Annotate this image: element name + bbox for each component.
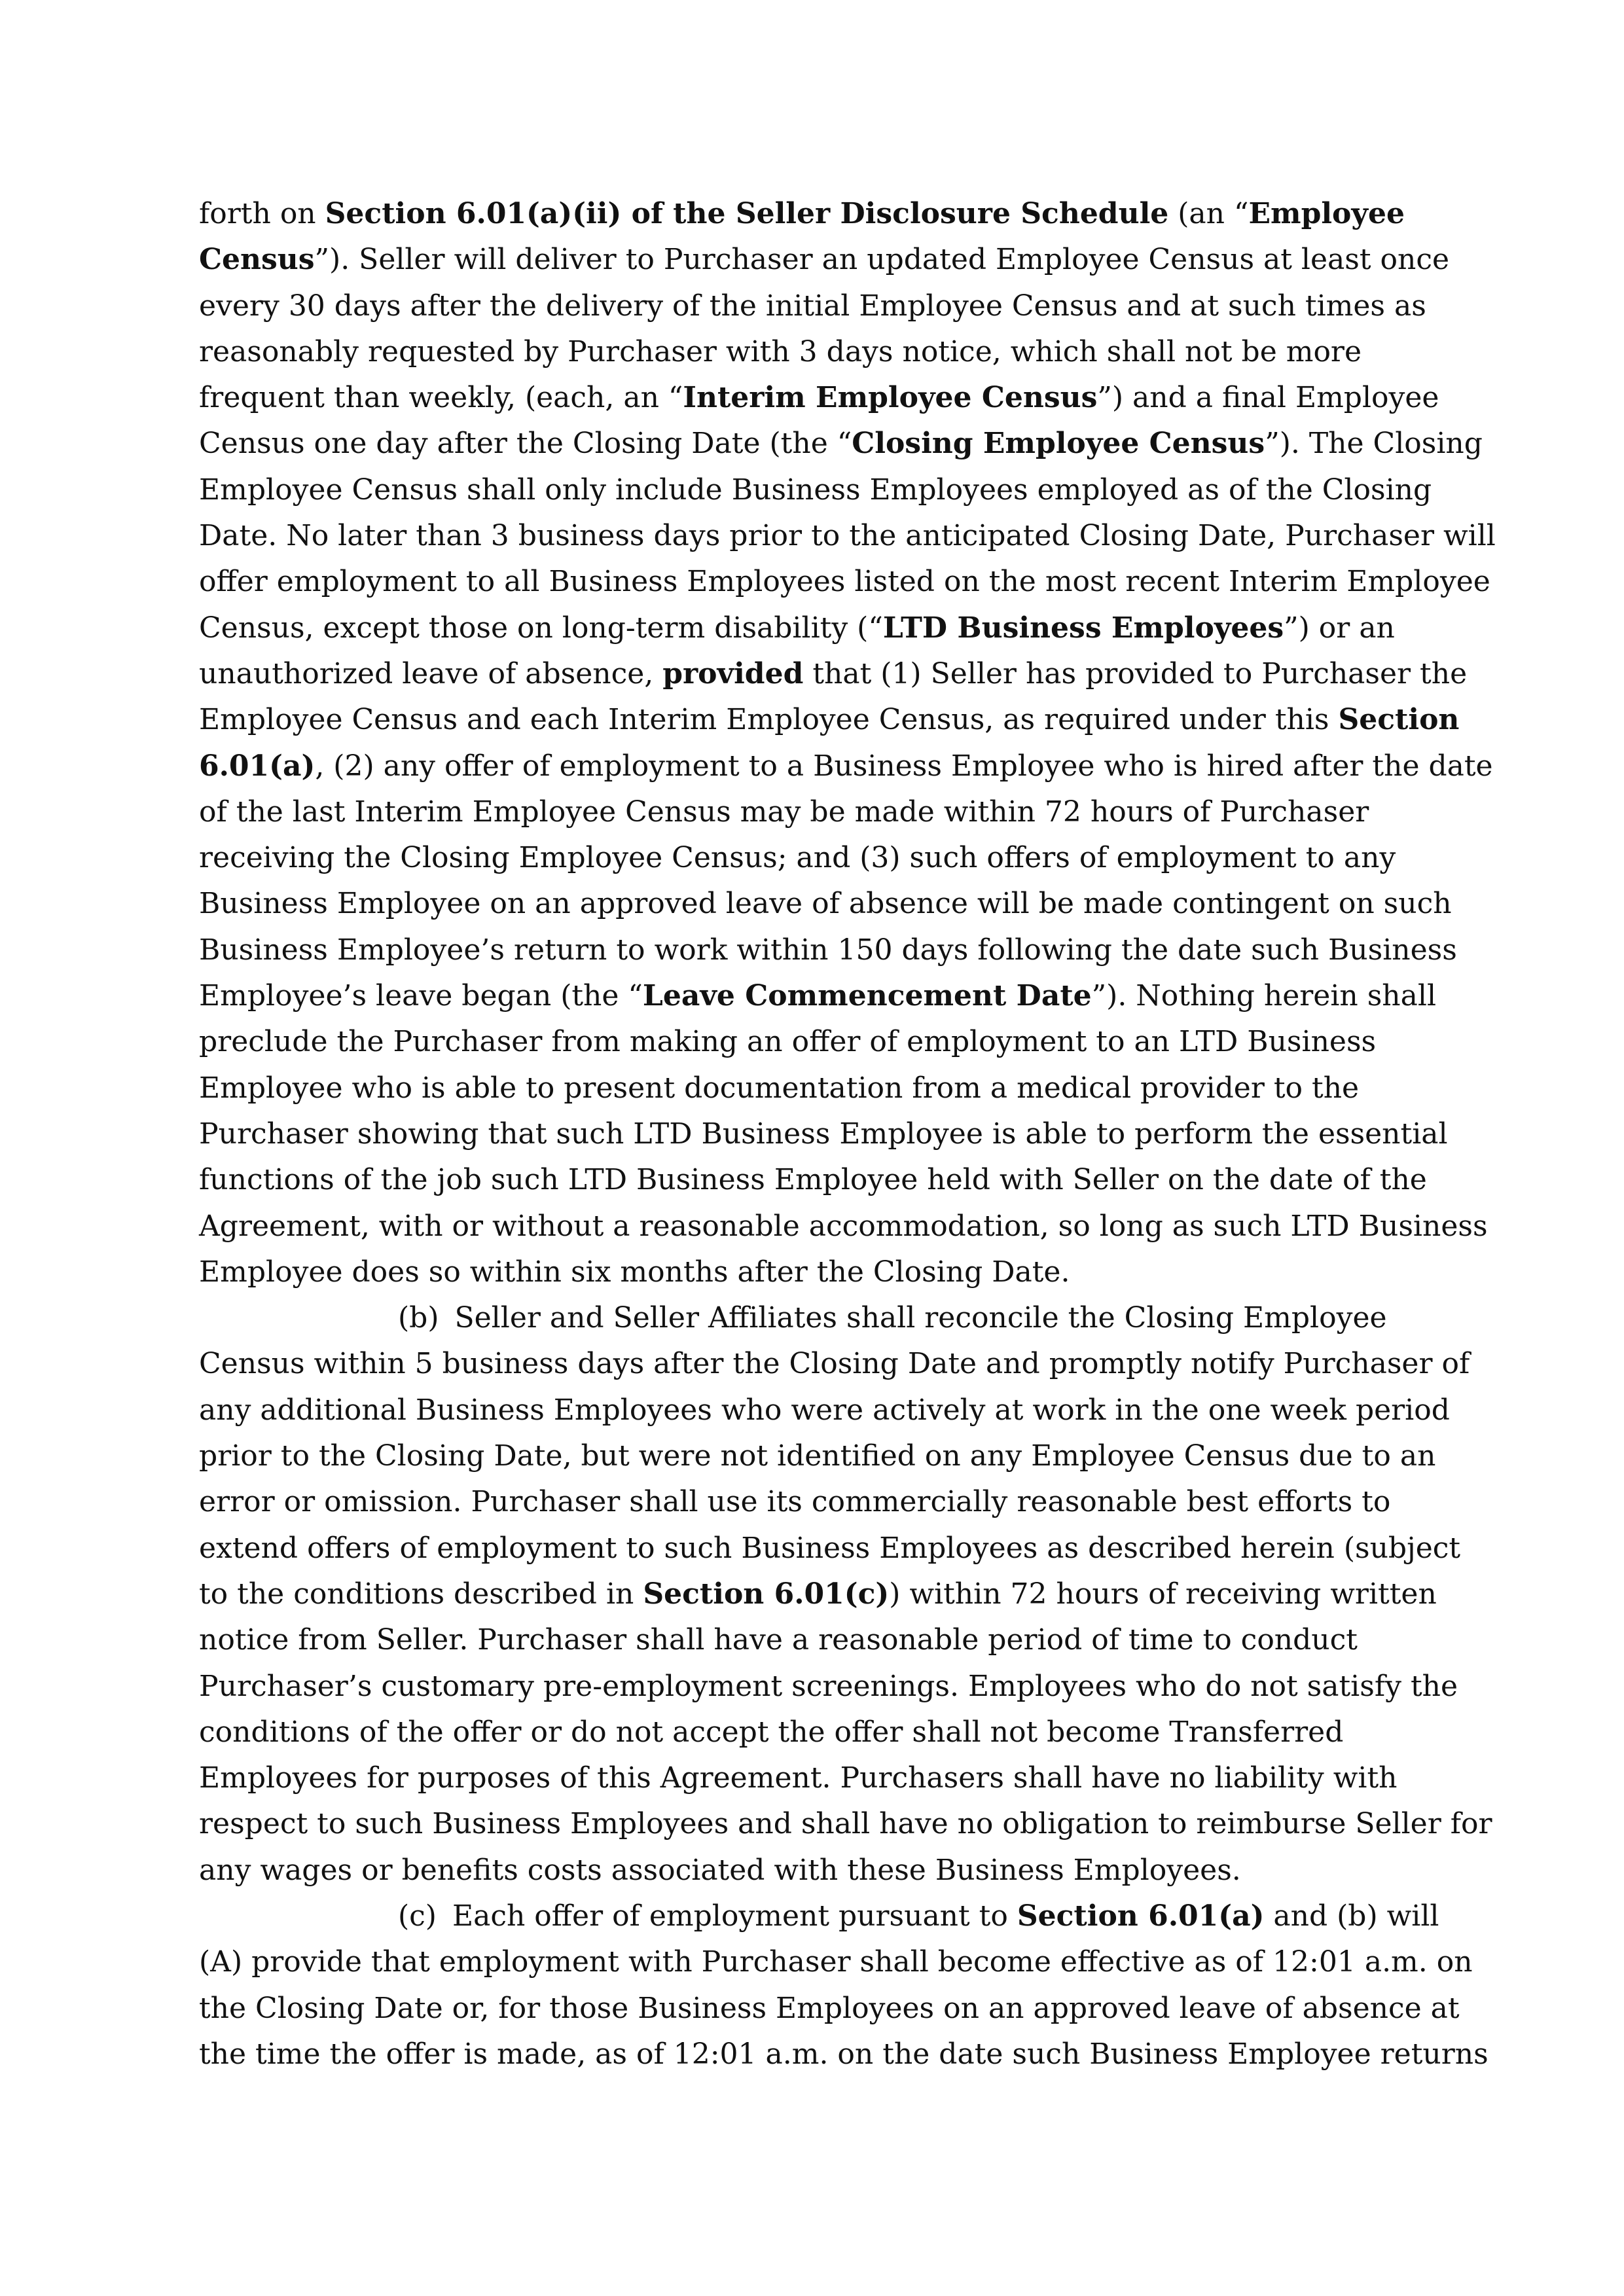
- text-run: offer employment to all Business Employees listed on the most recent Interim Employee: [199, 565, 1490, 599]
- text-line: [199, 191, 1444, 237]
- text-run: conditions of the offer or do not accept the offer shall not become Transferred: [199, 1715, 1344, 1749]
- bold-term: Interim Employee Census: [683, 381, 1098, 415]
- bold-term: Closing Employee Census: [852, 427, 1265, 461]
- text-line: [199, 1019, 1444, 1065]
- text-run: Employee’s leave began (the “: [199, 979, 643, 1013]
- text-run: preclude the Purchaser from making an offer of employment to an LTD Business: [199, 1025, 1377, 1059]
- text-line: [199, 237, 1450, 283]
- paragraph-label: (b): [398, 1301, 439, 1335]
- text-run: any wages or benefits costs associated with these Business Employees.: [199, 1853, 1241, 1887]
- text-line: [199, 467, 1444, 513]
- text-run: ”) or an: [1284, 611, 1395, 645]
- text-run: respect to such Business Employees and shall have no obligation to reimburse Seller for: [199, 1807, 1492, 1841]
- text-line: [199, 697, 1460, 743]
- text-line: [199, 1664, 1458, 1710]
- text-line: [199, 605, 1444, 651]
- bold-term: provided: [662, 656, 804, 691]
- text-run: of the last Interim Employee Census may be made within 72 hours of Purchaser: [199, 795, 1369, 829]
- text-line: [199, 559, 1490, 605]
- text-line: [199, 1249, 1444, 1295]
- text-run: functions of the job such LTD Business Employee held with Seller on the date of the: [199, 1163, 1427, 1197]
- text-run: ”). Seller will deliver to Purchaser an updated Employee Census at least once: [314, 243, 1450, 277]
- text-run: error or omission. Purchaser shall use its commercially reasonable best efforts to: [199, 1485, 1391, 1519]
- text-run: Seller and Seller Affiliates shall reconcile the Closing Employee: [454, 1301, 1387, 1335]
- text-line: [199, 744, 1493, 789]
- text-run: reasonably requested by Purchaser with 3 days notice, which shall not be more: [199, 334, 1362, 368]
- text-line: [199, 1571, 1444, 1617]
- text-line: [199, 283, 1444, 329]
- text-line: [199, 1295, 1444, 1341]
- text-run: frequent than weekly, (each, an “: [199, 381, 683, 415]
- bold-term: LTD Business Employees: [882, 611, 1284, 645]
- text-line: [199, 1755, 1444, 1801]
- text-line: [199, 1111, 1448, 1157]
- bold-term: Section 6.01(a)(ii) of the Seller Disclosure Schedule: [325, 197, 1169, 230]
- text-line: [199, 1893, 1444, 1939]
- text-run: and (b) will: [1264, 1899, 1439, 1933]
- text-line: [199, 973, 1444, 1019]
- text-line: [199, 927, 1457, 973]
- text-run: ”). Nothing herein shall: [1091, 979, 1437, 1013]
- bold-term: Leave Commencement Date: [642, 979, 1092, 1013]
- text-line: [199, 329, 1444, 375]
- paragraph-label: (c): [398, 1899, 437, 1933]
- text-run: receiving the Closing Employee Census; and (3) such offers of employment to any: [199, 841, 1396, 875]
- text-run: any additional Business Employees who were actively at work in the one week period: [199, 1393, 1450, 1427]
- text-run: Date. No later than 3 business days prior to the anticipated Closing Date, Purchaser will: [199, 519, 1496, 553]
- text-run: unauthorized leave of absence,: [199, 656, 663, 691]
- text-run: (A) provide that employment with Purchaser shall become effective as of 12:01 a.m. on: [199, 1945, 1473, 1979]
- text-run: forth on: [199, 197, 325, 230]
- paragraph-c: [199, 1893, 1489, 2077]
- text-run: Employee does so within six months after the Closing Date.: [199, 1255, 1070, 1289]
- text-line: [199, 1388, 1450, 1433]
- text-line: [199, 1341, 1470, 1387]
- text-run: ”) and a final Employee: [1097, 381, 1439, 415]
- text-line: [199, 1801, 1492, 1847]
- text-line: [199, 513, 1496, 559]
- text-run: Employee Census and each Interim Employee Census, as required under this: [199, 703, 1339, 737]
- text-line: [199, 1066, 1444, 1111]
- text-run: Agreement, with or without a reasonable accommodation, so long as such LTD Business: [199, 1209, 1488, 1243]
- text-run: , (2) any offer of employment to a Business Employee who is hired after the date: [315, 749, 1493, 783]
- text-line: [199, 789, 1444, 835]
- text-run: Each offer of employment pursuant to: [452, 1899, 1017, 1933]
- text-line: [199, 1848, 1444, 1893]
- text-line: [199, 1157, 1444, 1203]
- text-line: [199, 1986, 1460, 2032]
- paragraph-a: [199, 191, 1496, 1295]
- text-run: the time the offer is made, as of 12:01 a.m. on the date such Business Employee returns: [199, 2037, 1489, 2071]
- text-run: extend offers of employment to such Business Employees as described herein (subject: [199, 1531, 1461, 1565]
- bold-term: 6.01(a): [199, 749, 316, 783]
- text-run: prior to the Closing Date, but were not identified on any Employee Census due to an: [199, 1439, 1436, 1473]
- text-line: [199, 2032, 1489, 2077]
- text-run: ) within 72 hours of receiving written: [889, 1577, 1437, 1611]
- text-run: Business Employee’s return to work within 150 days following the date such Business: [199, 933, 1457, 967]
- text-run: Employees for purposes of this Agreement. Purchasers shall have no liability with: [199, 1761, 1398, 1795]
- text-run: Employee who is able to present documentation from a medical provider to the: [199, 1071, 1360, 1105]
- text-line: [199, 1479, 1444, 1525]
- text-run: to the conditions described in: [199, 1577, 643, 1611]
- text-line: [199, 1433, 1444, 1479]
- text-line: [199, 1617, 1444, 1663]
- paragraph-b: [199, 1295, 1492, 1893]
- bold-term: Section: [1338, 703, 1460, 737]
- text-run: Purchaser’s customary pre-employment screenings. Employees who do not satisfy the: [199, 1669, 1458, 1703]
- text-run: Employee Census shall only include Business Employees employed as of the Closing: [199, 473, 1432, 507]
- bold-term: Section 6.01(c): [643, 1577, 890, 1611]
- text-run: every 30 days after the delivery of the initial Employee Census and at such times as: [199, 289, 1426, 323]
- text-run: that (1) Seller has provided to Purchaser the: [803, 656, 1468, 691]
- text-run: Purchaser showing that such LTD Business Employee is able to perform the essential: [199, 1117, 1448, 1151]
- bold-term: Section 6.01(a): [1017, 1899, 1265, 1933]
- text-line: [199, 651, 1468, 697]
- text-line: [199, 881, 1452, 927]
- text-line: [199, 375, 1444, 421]
- document-body: [199, 191, 1496, 2077]
- text-run: (an “: [1168, 197, 1249, 230]
- text-line: [199, 835, 1444, 881]
- text-run: ”). The Closing: [1265, 427, 1483, 461]
- text-run: Census, except those on long-term disability (“: [199, 611, 883, 645]
- text-line: [199, 1526, 1461, 1571]
- bold-term: Census: [199, 243, 315, 277]
- text-line: [199, 1939, 1473, 1985]
- text-line: [199, 1710, 1444, 1755]
- text-run: Census one day after the Closing Date (the “: [199, 427, 852, 461]
- text-run: Census within 5 business days after the Closing Date and promptly notify Purchaser of: [199, 1347, 1470, 1381]
- text-run: the Closing Date or, for those Business Employees on an approved leave of absence at: [199, 1991, 1460, 2025]
- text-line: [199, 421, 1483, 467]
- text-run: Business Employee on an approved leave of absence will be made contingent on such: [199, 887, 1452, 921]
- bold-term: Employee: [1248, 197, 1405, 230]
- text-run: notice from Seller. Purchaser shall have a reasonable period of time to conduct: [199, 1623, 1358, 1657]
- text-line: [199, 1204, 1488, 1249]
